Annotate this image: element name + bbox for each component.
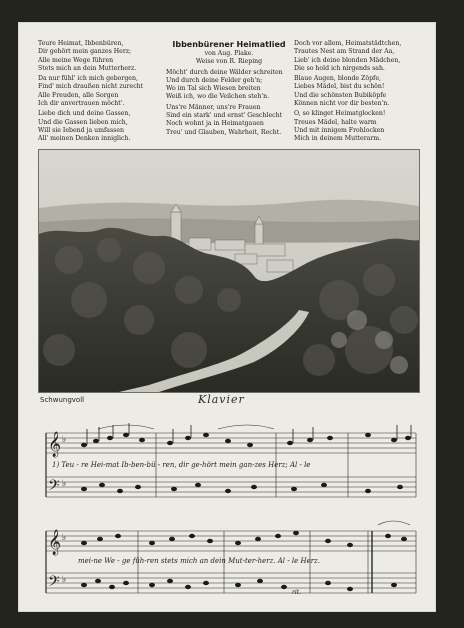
notes-bass-1 bbox=[81, 483, 403, 493]
verse-line: Mich in deinem Mutterarm. bbox=[294, 135, 382, 143]
flat-icon: ♭ bbox=[62, 533, 67, 543]
verse bbox=[294, 40, 420, 73]
verse-line: Blaue Augen, blonde Zöpfe, bbox=[294, 75, 381, 83]
verse bbox=[38, 40, 166, 73]
verse-line: Trautes Nest am Strand der Aa, bbox=[294, 48, 395, 56]
verse bbox=[294, 110, 420, 143]
staff-bass-2 bbox=[46, 573, 416, 593]
verse-line: Teure Heimat, Ibbenbüren, bbox=[38, 40, 124, 47]
score bbox=[38, 393, 418, 607]
verses-left-column bbox=[38, 40, 166, 146]
tempo-marking: Schwungvoll bbox=[40, 396, 85, 404]
sheet-music bbox=[38, 393, 418, 607]
verse-line: Können nicht vor dir besten'n. bbox=[294, 100, 390, 108]
treble-clef-icon: 𝄞 bbox=[48, 432, 62, 457]
verse-line: Sind ein stark' und ernst' Geschlecht bbox=[166, 112, 283, 120]
treble-clef-icon: 𝄞 bbox=[48, 530, 62, 555]
notes-treble-1 bbox=[81, 433, 411, 447]
verse-line: Liebes Mädel, bist du schön! bbox=[294, 83, 385, 91]
verse-line: Möcht' durch deine Wälder schreiten bbox=[166, 68, 283, 76]
verse-line: Und die Gassen lieben mich, bbox=[38, 118, 128, 126]
verse-line: Und die schönsten Bubiköpfe bbox=[294, 91, 387, 99]
verses-middle-column bbox=[166, 40, 292, 139]
verse-line: Und durch deine Felder geh'n; bbox=[166, 76, 263, 84]
verse-line: Uns're Männer, uns're Frauen bbox=[166, 103, 261, 111]
verse bbox=[166, 69, 292, 102]
verse-line: Und mit innigem Frohlocken bbox=[294, 126, 385, 134]
verse-line: O, so klinget Heimatglocken! bbox=[294, 110, 386, 118]
town-landscape-photo bbox=[38, 149, 420, 393]
verse-line: Treu' und Glauben, Wahrheit, Recht. bbox=[166, 128, 282, 136]
staff-treble-1 bbox=[46, 433, 416, 453]
author-credit: von Aug. Plake. bbox=[204, 50, 254, 57]
verse-line: Ich dir anvertrauen möcht'. bbox=[38, 100, 125, 108]
verse-line: Noch wohnt ja in Heimatgauen bbox=[166, 120, 264, 128]
verse-line: Die so hold ich nirgends sah. bbox=[294, 64, 385, 72]
lyrics-line-2: mei-ne We - ge füh-ren stets mich an dein Mut-ter-herz. Al - le Herz. bbox=[78, 557, 320, 565]
ritardando-marking: rit. bbox=[292, 589, 302, 596]
verse-line: Wo im Tal sich Wiesen breiten bbox=[166, 85, 261, 93]
stems-treble-1 bbox=[87, 423, 411, 445]
verse-line: Will sie Iebend ja umfassen bbox=[38, 126, 124, 134]
flat-icon: ♭ bbox=[62, 479, 67, 489]
flat-icon: ♭ bbox=[62, 435, 67, 445]
verse-line: Doch vor allem, Heimatstädtchen, bbox=[294, 40, 402, 47]
notes-bass-2 bbox=[81, 579, 397, 591]
postcard bbox=[18, 22, 436, 612]
verse-line: Stets mich an dein Mutterherz. bbox=[38, 64, 137, 72]
lyrics-line-1: 1) Teu - re Hei-mat Ib-ben-bü - ren, dir ge-hört mein gan-zes Herz; Al - le bbox=[52, 461, 311, 469]
verse bbox=[38, 75, 166, 108]
verse bbox=[38, 110, 166, 143]
notes-treble-2 bbox=[81, 531, 407, 547]
verse-line: All' meinen Denken inniglich. bbox=[38, 135, 131, 143]
verse-line: Alle meine Wege führen bbox=[38, 56, 114, 64]
composer-credit: Weise von R. Rieping bbox=[195, 58, 263, 66]
verse-line: Dir gehört mein ganzes Herz; bbox=[38, 48, 132, 56]
verses-right-column bbox=[294, 40, 420, 146]
bass-clef-icon: 𝄢 bbox=[48, 477, 60, 498]
verse-line: Lieb' ich deine blonden Mädchen, bbox=[294, 56, 401, 64]
bass-clef-icon: 𝄢 bbox=[48, 573, 60, 594]
staff-treble-2 bbox=[46, 531, 416, 551]
verse-line: Find' mich draußen nicht zurecht bbox=[38, 83, 144, 91]
landscape-image bbox=[39, 150, 419, 392]
verse-line: Da nur fühl' ich mich geborgen, bbox=[38, 75, 138, 83]
verse-line: Liebe dich und deine Gassen, bbox=[38, 110, 131, 118]
verse-line: Treues Mädel, halte warm bbox=[294, 118, 377, 126]
flat-icon: ♭ bbox=[62, 575, 67, 585]
verse bbox=[166, 104, 292, 137]
verse-line: Weiß ich, wo die Veilchen steh'n. bbox=[166, 93, 270, 101]
song-text bbox=[38, 40, 418, 152]
verse bbox=[294, 75, 420, 108]
instrument-label: Klavier bbox=[198, 393, 245, 406]
song-title: Ibbenbürener Heimatlied bbox=[172, 40, 286, 49]
verse-line: Alle Freuden, alle Sorgen bbox=[38, 91, 119, 99]
